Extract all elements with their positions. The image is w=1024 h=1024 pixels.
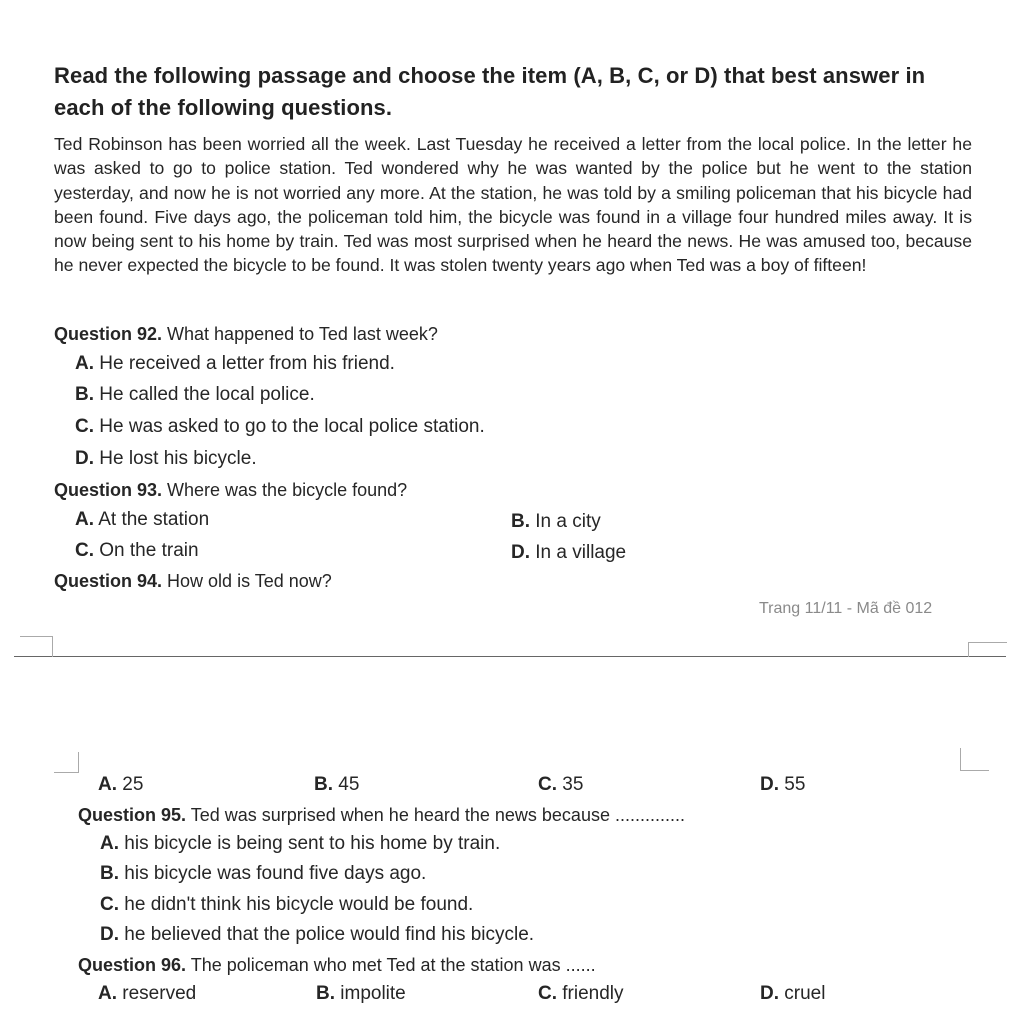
question-92 bbox=[54, 324, 438, 345]
q94-option-a-text: 25 bbox=[117, 774, 144, 795]
instruction-line-2: each of the following questions. bbox=[54, 95, 393, 120]
q92-option-d-letter: D. bbox=[75, 448, 94, 469]
question-92-text: What happened to Ted last week? bbox=[162, 324, 438, 344]
q95-option-b[interactable] bbox=[100, 863, 426, 885]
q95-option-c-letter: C. bbox=[100, 894, 119, 915]
q94-option-a-letter: A. bbox=[98, 774, 117, 795]
q96-option-b-letter: B. bbox=[316, 983, 335, 1004]
q94-option-c-text: 35 bbox=[557, 774, 584, 795]
q93-option-d-text: In a village bbox=[530, 542, 627, 563]
q92-option-b[interactable] bbox=[75, 384, 315, 406]
q94-option-d-text: 55 bbox=[779, 774, 806, 795]
q92-option-b-text: He called the local police. bbox=[94, 384, 315, 405]
q92-option-a-text: He received a letter from his friend. bbox=[94, 353, 395, 374]
reading-passage: Ted Robinson has been worried all the week. Last Tuesday he received a letter from the local police. In the letter he was asked to go to police station. Ted wondered why he was wanted by the police but he went to the station yesterday, and now he is not worried any more. At the station, he was told by a smiling policeman that his bicycle had been found. Five days ago, the policeman told him, the bicycle was found in a village four hundred miles away. It is now being sent to his home by train. Ted was most surprised when he heard the news. He was amused too, because he never expected the bicycle to be found. It was stolen twenty years ago when Ted was a boy of fifteen! bbox=[54, 134, 972, 276]
page-footer: Trang 11/11 - Mã đề 012 bbox=[759, 600, 933, 617]
q93-option-b-letter: B. bbox=[511, 511, 530, 532]
q96-option-b[interactable] bbox=[316, 983, 406, 1005]
q93-option-b[interactable] bbox=[511, 511, 601, 533]
q92-option-c-text: He was asked to go to the local police station. bbox=[94, 416, 485, 437]
q92-option-a[interactable] bbox=[75, 353, 395, 375]
q94-option-c-letter: C. bbox=[538, 774, 557, 795]
question-93-text: Where was the bicycle found? bbox=[162, 480, 408, 500]
q96-option-b-text: impolite bbox=[335, 983, 406, 1004]
q94-option-b[interactable] bbox=[314, 774, 359, 796]
q93-option-c-text: On the train bbox=[94, 540, 199, 561]
q95-option-a[interactable] bbox=[100, 833, 500, 855]
q94-option-b-letter: B. bbox=[314, 774, 333, 795]
q95-option-d-letter: D. bbox=[100, 924, 119, 945]
q92-option-c-letter: C. bbox=[75, 416, 94, 437]
q92-option-d-text: He lost his bicycle. bbox=[94, 448, 257, 469]
crop-mark-top-right bbox=[968, 642, 1007, 657]
q96-option-a-letter: A. bbox=[98, 983, 117, 1004]
question-96 bbox=[78, 955, 596, 976]
q95-option-b-letter: B. bbox=[100, 863, 119, 884]
q96-option-d-text: cruel bbox=[779, 983, 826, 1004]
crop-mark-bottom-left bbox=[54, 752, 79, 773]
question-94-label: Question 94. bbox=[54, 571, 163, 591]
q93-option-a[interactable] bbox=[75, 509, 209, 531]
q92-option-b-letter: B. bbox=[75, 384, 94, 405]
q94-option-c[interactable] bbox=[538, 774, 583, 796]
q95-option-c[interactable] bbox=[100, 894, 473, 916]
q96-option-d[interactable] bbox=[760, 983, 825, 1005]
q95-option-c-text: he didn't think his bicycle would be found. bbox=[119, 894, 474, 915]
q96-option-c-letter: C. bbox=[538, 983, 557, 1004]
q93-option-a-letter: A. bbox=[75, 509, 94, 530]
q95-option-a-letter: A. bbox=[100, 833, 119, 854]
question-94 bbox=[54, 571, 332, 592]
q93-option-d-letter: D. bbox=[511, 542, 530, 563]
q92-option-c[interactable] bbox=[75, 416, 485, 438]
question-94-text: How old is Ted now? bbox=[162, 571, 332, 591]
q95-option-d-text: he believed that the police would find his bicycle. bbox=[119, 924, 535, 945]
crop-mark-bottom-right bbox=[960, 748, 989, 771]
q92-option-d[interactable] bbox=[75, 448, 257, 470]
q95-option-b-text: his bicycle was found five days ago. bbox=[119, 863, 427, 884]
q93-option-c-letter: C. bbox=[75, 540, 94, 561]
question-95-text: Ted was surprised when he heard the news because .............. bbox=[186, 805, 685, 825]
question-92-label: Question 92. bbox=[54, 324, 163, 344]
question-96-text: The policeman who met Ted at the station was ...... bbox=[186, 955, 596, 975]
q96-option-c-text: friendly bbox=[557, 983, 624, 1004]
q94-option-a[interactable] bbox=[98, 774, 143, 796]
q96-option-a[interactable] bbox=[98, 983, 196, 1005]
q93-option-a-text: At the station bbox=[94, 509, 210, 530]
q94-option-d-letter: D. bbox=[760, 774, 779, 795]
q96-option-a-text: reserved bbox=[117, 983, 197, 1004]
q95-option-a-text: his bicycle is being sent to his home by train. bbox=[119, 833, 501, 854]
q94-option-d[interactable] bbox=[760, 774, 805, 796]
q93-option-c[interactable] bbox=[75, 540, 199, 562]
q92-option-a-letter: A. bbox=[75, 353, 94, 374]
question-93-label: Question 93. bbox=[54, 480, 163, 500]
question-96-label: Question 96. bbox=[78, 955, 187, 975]
crop-mark-top-left bbox=[20, 636, 53, 657]
q96-option-d-letter: D. bbox=[760, 983, 779, 1004]
q96-option-c[interactable] bbox=[538, 983, 624, 1005]
q95-option-d[interactable] bbox=[100, 924, 534, 946]
question-95 bbox=[78, 805, 685, 826]
question-95-label: Question 95. bbox=[78, 805, 187, 825]
question-93 bbox=[54, 480, 407, 501]
q93-option-b-text: In a city bbox=[530, 511, 601, 532]
instruction-line-1: Read the following passage and choose the item (A, B, C, or D) that best answer in bbox=[54, 63, 926, 88]
q94-option-b-text: 45 bbox=[333, 774, 360, 795]
q93-option-d[interactable] bbox=[511, 542, 626, 564]
page-break-line bbox=[14, 656, 1006, 657]
